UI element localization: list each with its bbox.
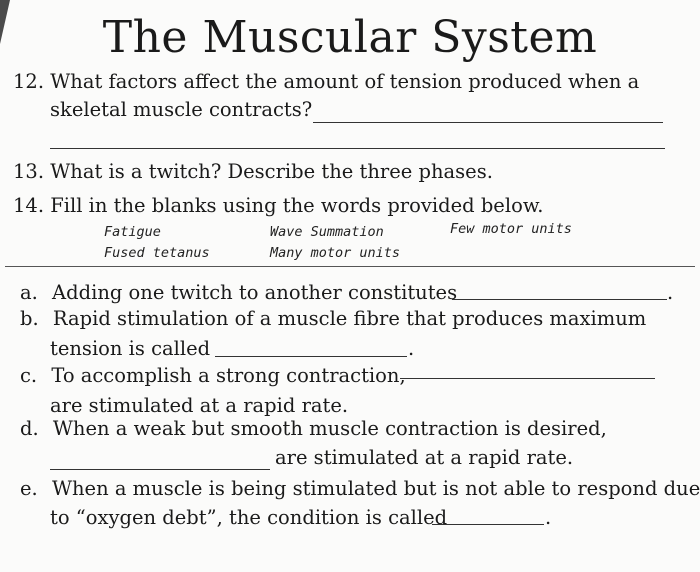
item-d-line-2: are stimulated at a rapid rate. (275, 446, 574, 469)
word-bank-many-motor-units: Many motor units (270, 245, 401, 261)
item-a-text: Adding one twitch to another constitutes (52, 281, 458, 304)
item-b-line-2: tension is called (50, 337, 211, 360)
question-12-line-1: What factors affect the amount of tension produced when a (50, 70, 640, 93)
item-b-letter: b. (20, 307, 39, 330)
item-e-line-1: When a muscle is being stimulated but is not able to respond due (51, 477, 700, 500)
question-12-line-2: skeletal muscle contracts? (50, 98, 313, 121)
word-bank-fatigue: Fatigue (104, 224, 161, 240)
answer-blank-a[interactable] (452, 299, 667, 300)
item-d-letter: d. (20, 417, 39, 440)
item-e-line-2: to “oxygen debt”, the condition is called (50, 506, 448, 529)
item-e-period: . (545, 506, 552, 529)
item-d (20, 417, 607, 440)
word-bank-divider (5, 266, 695, 267)
item-b (20, 307, 646, 330)
item-e-letter: e. (20, 477, 38, 500)
answer-blank-b[interactable] (215, 356, 407, 357)
question-13-text: What is a twitch? Describe the three phases. (50, 160, 493, 183)
item-a-period: . (667, 281, 674, 304)
answer-blank-d[interactable] (50, 469, 270, 470)
word-bank-fused-tetanus: Fused tetanus (104, 245, 210, 261)
page-title: The Muscular System (102, 12, 598, 63)
item-e (20, 477, 700, 500)
item-c-line-1: To accomplish a strong contraction, (51, 364, 406, 387)
question-12-number: 12. (13, 70, 45, 93)
question-13 (13, 160, 493, 183)
item-c-line-2: are stimulated at a rapid rate. (50, 394, 349, 417)
item-c-letter: c. (20, 364, 38, 387)
answer-blank-e[interactable] (432, 524, 544, 525)
item-b-line-1: Rapid stimulation of a muscle fibre that produces maximum (52, 307, 647, 330)
question-13-number: 13. (13, 160, 45, 183)
answer-blank-12a[interactable] (313, 122, 663, 123)
question-12 (13, 70, 639, 93)
word-bank-wave-summation: Wave Summation (270, 224, 384, 240)
question-14-text: Fill in the blanks using the words provided below. (50, 194, 544, 217)
item-d-line-1: When a weak but smooth muscle contraction is desired, (52, 417, 607, 440)
question-14-number: 14. (13, 194, 45, 217)
answer-blank-c[interactable] (400, 378, 655, 379)
item-a-letter: a. (20, 281, 38, 304)
question-14 (13, 194, 543, 217)
answer-blank-12b[interactable] (50, 148, 665, 149)
item-b-period: . (408, 337, 415, 360)
item-c (20, 364, 406, 387)
item-a (20, 281, 457, 304)
word-bank-few-motor-units: Few motor units (450, 221, 572, 237)
